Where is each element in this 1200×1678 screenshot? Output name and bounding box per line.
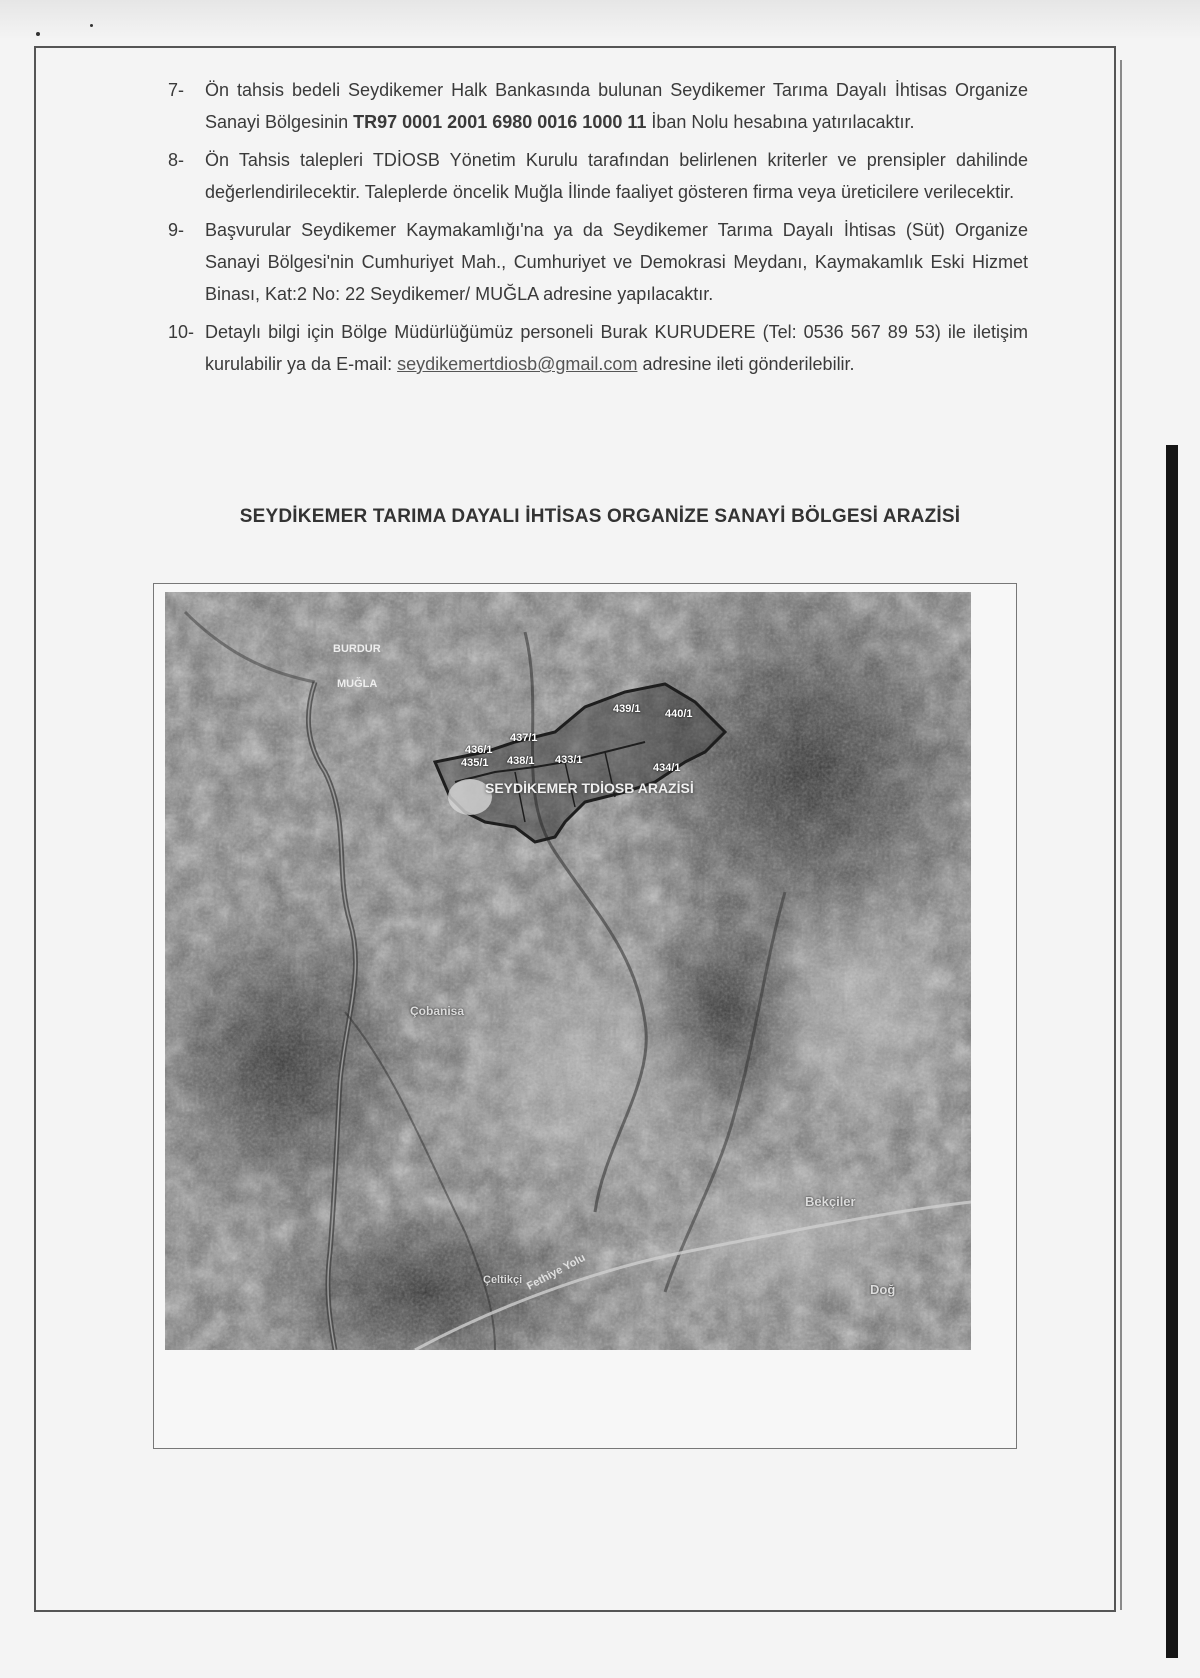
scan-edge-bar xyxy=(1166,445,1178,1658)
email-link[interactable]: seydikemertdiosb@gmail.com xyxy=(397,354,638,374)
map-parcel-label: 437/1 xyxy=(510,732,538,744)
map-label-cobanisa: Çobanisa xyxy=(410,1004,465,1018)
conditions-list xyxy=(168,74,1028,386)
scan-speck xyxy=(90,24,93,27)
map-parcel-label: 438/1 xyxy=(507,755,535,767)
map-grain xyxy=(165,592,971,1350)
item-text: Ön Tahsis talepleri TDİOSB Yönetim Kurulu tarafından belirlenen kriterler ve prensipler dahilinde değerlendirilecektir. Taleplerde öncelik Muğla İlinde faaliyet gösteren firma veya üreticilere verilecektir. xyxy=(205,150,1028,202)
item-text-part: adresine ileti gönderilebilir. xyxy=(637,354,855,374)
iban-number: TR97 0001 2001 6980 0016 1000 11 xyxy=(353,112,647,132)
item-text xyxy=(205,316,1028,380)
map-title: SEYDİKEMER TARIMA DAYALI İHTİSAS ORGANİZE SANAYİ BÖLGESİ ARAZİSİ xyxy=(239,506,961,527)
map-parcel-label: 435/1 xyxy=(461,757,489,769)
item-number: 9- xyxy=(168,220,185,240)
item-text-part: Detaylı bilgi için Bölge Müdürlüğümüz personeli Burak KURUDERE (Tel: 0536 567 89 53) ile iletişim kurulabilir ya da E-mail: xyxy=(205,322,1028,374)
item-text xyxy=(205,74,1028,138)
item-text-part: Ön tahsis bedeli Seydikemer Halk Bankasında bulunan Seydikemer Tarıma Dayalı İhtisas Organize Sanayi Bölgesinin xyxy=(205,80,1028,132)
scan-edge-line xyxy=(1120,60,1122,1610)
map-label-celtikci: Çeltikçi xyxy=(483,1274,523,1286)
map-label-burdur: BURDUR xyxy=(333,643,381,655)
scan-top-shadow xyxy=(0,0,1200,40)
item-text: Başvurular Seydikemer Kaymakamlığı'na ya da Seydikemer Tarıma Dayalı İhtisas (Süt) Organize Sanayi Bölgesi'nin Cumhuriyet Mah., Cumhuriyet ve Demokrasi Meydanı, Kaymakamlık Eski Hizmet Binası, Kat:2 No: 22 Seydikemer/ MUĞLA adresine yapılacaktır. xyxy=(205,220,1028,304)
map-parcel-label: 433/1 xyxy=(555,754,583,766)
item-number: 10- xyxy=(168,322,195,342)
map-label-bekciler: Bekçiler xyxy=(805,1194,856,1209)
map-parcel-label: 436/1 xyxy=(465,744,493,756)
map-label-road: Fethiye Yolu xyxy=(525,1251,588,1293)
map-light-spot xyxy=(448,779,492,815)
list-item xyxy=(168,316,1028,380)
satellite-map xyxy=(165,592,971,1350)
list-item xyxy=(168,144,1028,208)
map-parcel-label: 439/1 xyxy=(613,703,641,715)
scan-speck xyxy=(36,32,40,36)
map-parcel-label: 440/1 xyxy=(665,708,693,720)
map-label-mugla: MUĞLA xyxy=(337,678,378,690)
list-item xyxy=(168,74,1028,138)
list-item xyxy=(168,214,1028,310)
item-number: 8- xyxy=(168,150,185,170)
map-parcel-label: 434/1 xyxy=(653,762,681,774)
item-number: 7- xyxy=(168,80,185,100)
item-text-part: İban Nolu hesabına yatırılacaktır. xyxy=(646,112,915,132)
map-label-dog: Doğ xyxy=(870,1282,896,1297)
map-label-area: SEYDİKEMER TDİOSB ARAZİSİ xyxy=(485,780,694,796)
